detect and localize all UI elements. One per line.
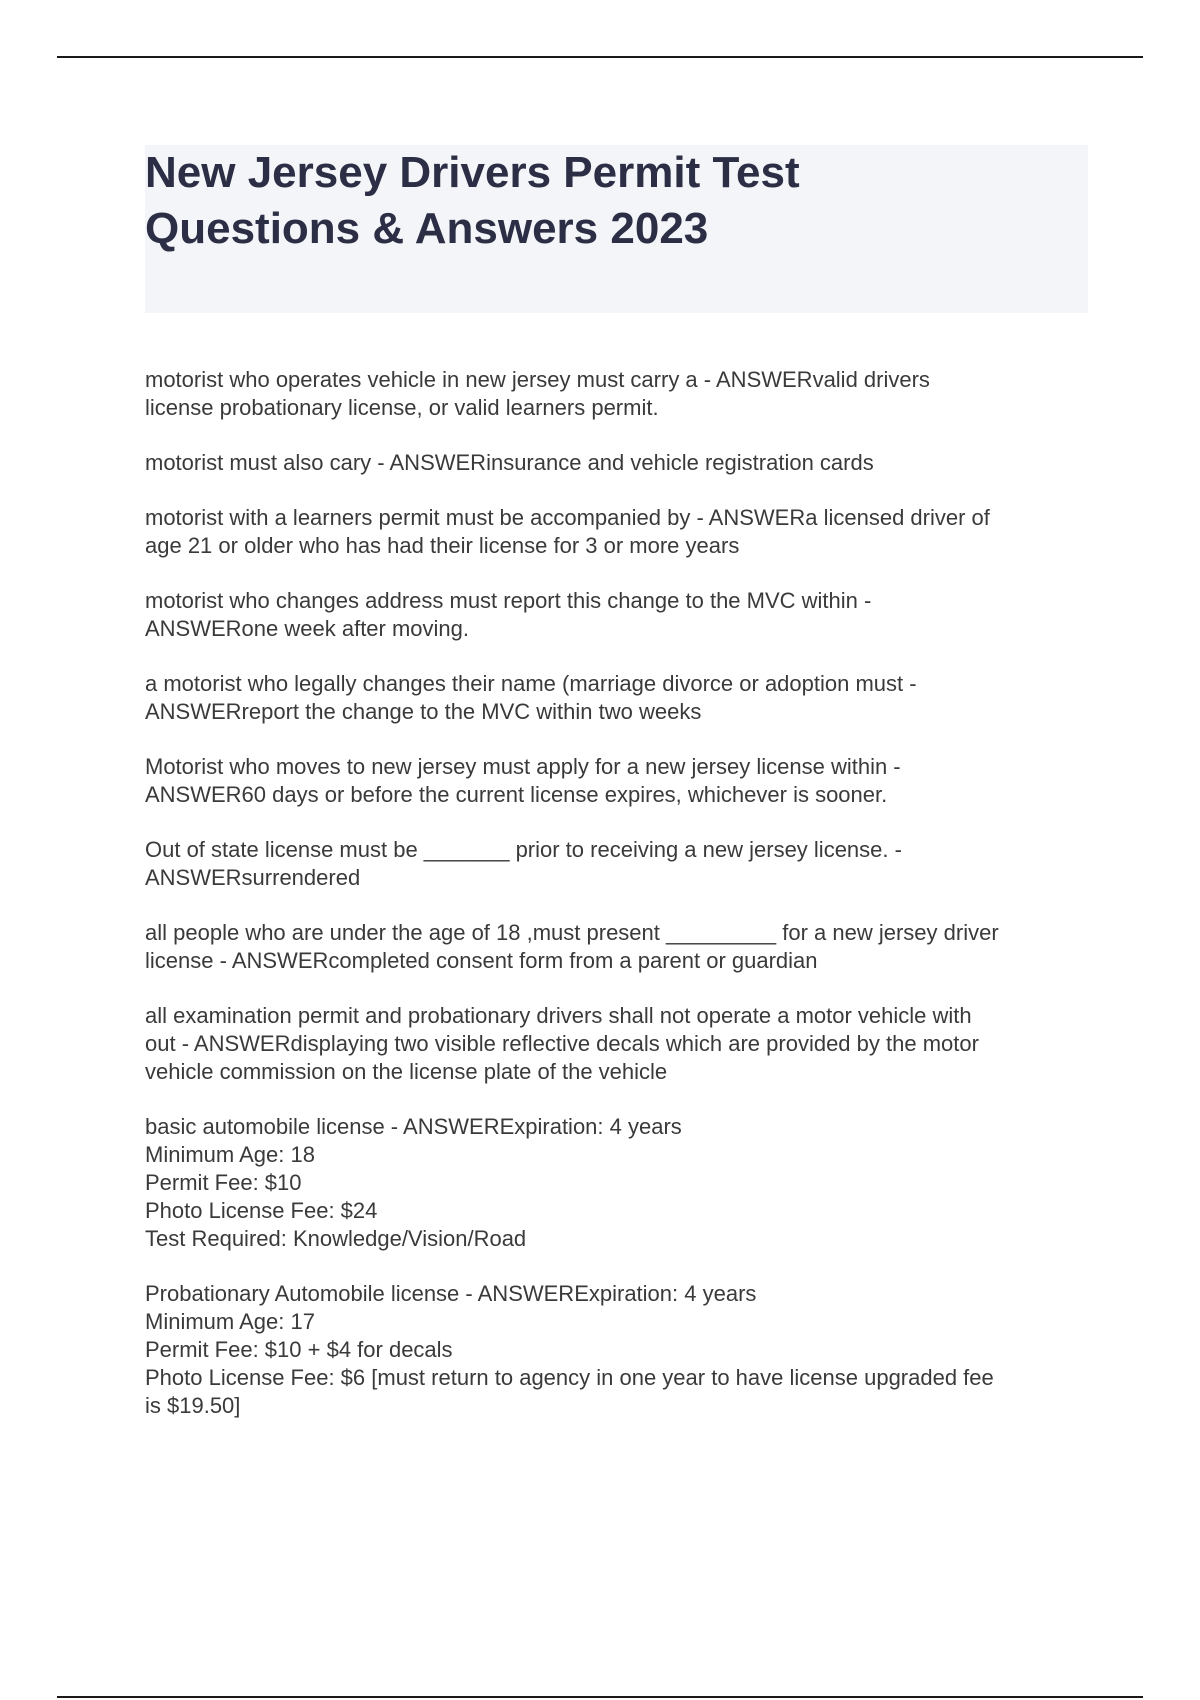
footer-rule: [57, 1696, 1143, 1698]
qa-item: motorist who changes address must report this change to the MVC within - ANSWERone week after moving.: [145, 588, 872, 641]
qa-item: Motorist who moves to new jersey must apply for a new jersey license within - ANSWER60 days or before the current license expires, whichever is sooner.: [145, 754, 901, 807]
qa-item: Probationary Automobile license - ANSWERExpiration: 4 years Minimum Age: 17 Permit Fee: $10 + $4 for decals Photo License Fee: $6 [must return to agency in one year to have license upgraded fee is $19.50]: [145, 1281, 994, 1418]
qa-item: Out of state license must be _______ prior to receiving a new jersey license. - ANSWERsurrendered: [145, 837, 902, 890]
qa-item: all people who are under the age of 18 ,must present _________ for a new jersey driver license - ANSWERcompleted consent form from a parent or guardian: [145, 920, 999, 973]
page-title: New Jersey Drivers Permit Test Questions & Answers 2023: [145, 148, 800, 253]
qa-item: all examination permit and probationary drivers shall not operate a motor vehicle with out - ANSWERdisplaying two visible reflective decals which are provided by the motor vehicle commission on the license plate of the vehicle: [145, 1003, 979, 1084]
qa-item: a motorist who legally changes their name (marriage divorce or adoption must - ANSWERreport the change to the MVC within two weeks: [145, 671, 917, 724]
qa-list: [145, 366, 1088, 1447]
qa-item: motorist who operates vehicle in new jersey must carry a - ANSWERvalid drivers license probationary license, or valid learners permit.: [145, 367, 930, 420]
qa-item: motorist with a learners permit must be accompanied by - ANSWERa licensed driver of age 21 or older who has had their license for 3 or more years: [145, 505, 990, 558]
qa-item: motorist must also cary - ANSWERinsurance and vehicle registration cards: [145, 450, 874, 475]
header-rule: [57, 56, 1143, 58]
title-block: [145, 145, 1088, 313]
qa-item: basic automobile license - ANSWERExpiration: 4 years Minimum Age: 18 Permit Fee: $10 Photo License Fee: $24 Test Required: Knowledge/Vision/Road: [145, 1114, 682, 1251]
